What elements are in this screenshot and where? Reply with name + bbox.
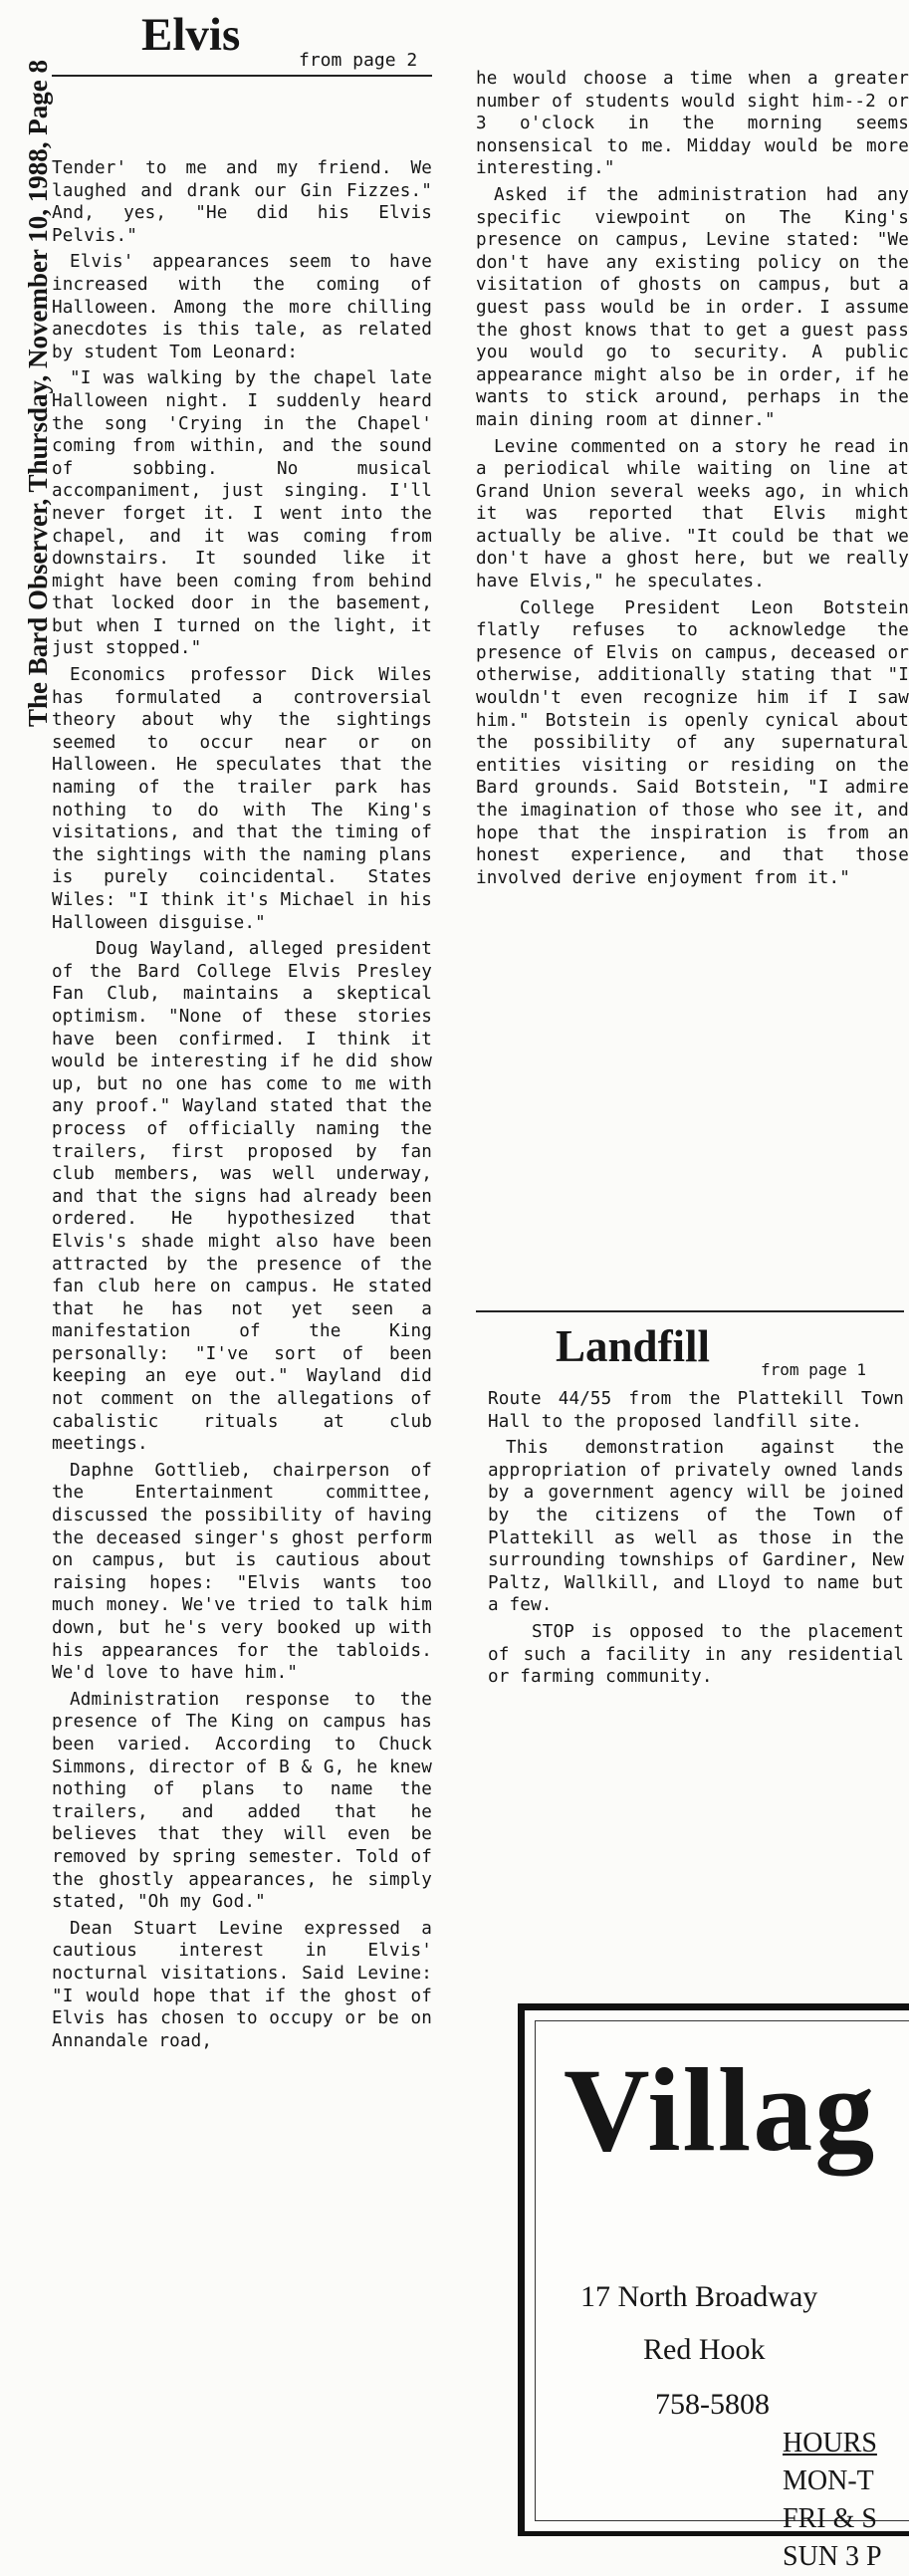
elvis-article-left-column: [52, 0, 432, 2052]
article-divider: [476, 1310, 904, 1312]
elvis-paragraph: Administration response to the presence of The King on campus has been varied. According to Chuck Simmons, director of B & G, he knew nothing of plans to name the trailers, and added that he believes that they will even be removed by spring semester. Told of the ghostly appearances, he simply stated, "Oh my God.": [52, 1689, 432, 1913]
elvis-paragraph: Doug Wayland, alleged president of the Bard College Elvis Presley Fan Club, maintains a skeptical optimism. "None of these stories have been confirmed. I think it would be interesting if he did show up, but no one has come to me with any proof." Wayland stated that the process of officially naming the trailers, first proposed by fan club members, was well underway, and that the signs had already been ordered. He hypothesized that Elvis's shade might also have been attracted by the presence of the fan club here on campus. He stated that he has not yet seen a manifestation of the King personally: "I've sort of been keeping an eye out." Wayland did not comment on the allegations of cabalistic rituals at club meetings.: [52, 939, 432, 1455]
elvis-body-left: [52, 157, 432, 2052]
elvis-paragraph: Asked if the administration had any specific viewpoint on The King's presence on campus, Levine stated: "We don't have any existing policy on the visitation of ghosts on campus, but a guest pass would be in order. I assume the ghost knows that to get a guest pass you would go to security. A public appearance might also be in order, if he wants to stick around, perhaps in the main dining room at dinner.": [476, 184, 909, 430]
elvis-paragraph: Levine commented on a story he read in a periodical while waiting on line at Grand Union several weeks ago, in which it was reported that Elvis might actually be alive. "It could be that we don't have a ghost here, but we really have Elvis," he speculates.: [476, 436, 909, 592]
elvis-paragraph: College President Leon Botstein flatly refuses to acknowledge the presence of Elvis on campus, deceased or otherwise, additionally stating that "I wouldn't even recognize him if I saw him." Botstein is openly cynical about the possibility of any supernatural entities visiting or residing on the Bard grounds. Said Botstein, "I admire the imagination of those who see it, and hope that the inspiration is from an honest experience, and that those involved derive enjoyment from it.": [476, 597, 909, 888]
ad-hours: [783, 2425, 882, 2576]
ad-hours-line: FRI & S: [783, 2503, 877, 2534]
ad-hours-heading: HOURS: [783, 2428, 877, 2459]
ad-phone: 758-5808: [655, 2388, 770, 2421]
ad-store-name: Villag: [564, 2043, 877, 2176]
elvis-paragraph: Daphne Gottlieb, chairperson of the Entertainment committee, discussed the possibility of having the deceased singer's ghost perform on campus, but is cautious about raising hopes: "Elvis wants too much money. We've tried to talk him down, but he's very booked up with his appearances for the tabloids. We'd love to have him.": [52, 1460, 432, 1684]
ad-hours-line: MON-T: [783, 2465, 874, 2496]
ad-address: 17 North Broadway: [580, 2280, 818, 2313]
landfill-title: Landfill: [556, 1321, 711, 1371]
elvis-paragraph: he would choose a time when a greater number of students would sight him--2 or 3 o'clock in the morning seems nonsensical to me. Midday would be more interesting.": [476, 69, 909, 179]
landfill-paragraph: Route 44/55 from the Plattekill Town Hall to the proposed landfill site.: [488, 1389, 904, 1432]
running-head-text: The Bard Observer, Thursday, November 10, 1988, Page 8: [22, 60, 53, 728]
landfill-body: [488, 1388, 904, 1689]
elvis-paragraph: "I was walking by the chapel late Halloween night. I suddenly heard the song 'Crying in the Chapel' coming from within, and the sound of sobbing. No musical accompaniment, just singing. I'll never forget it. I went into the chapel, and it was coming from downstairs. It sounded like it might have been coming from behind that locked door in the basement, but when I turned on the light, it just stopped.": [52, 368, 432, 659]
landfill-article: [488, 1320, 904, 1689]
ad-inner-border: [535, 2020, 909, 2572]
landfill-paragraph: STOP is opposed to the placement of such a facility in any residential or farming community.: [488, 1621, 904, 1688]
ad-hours-line: SUN 3 P: [783, 2541, 882, 2572]
elvis-paragraph: Elvis' appearances seem to have increased with the coming of Halloween. Among the more chilling anecdotes is this tale, as related by student Tom Leonard:: [52, 252, 432, 362]
village-advertisement: [518, 2003, 909, 2572]
right-column: [476, 0, 909, 889]
elvis-paragraph: Tender' to me and my friend. We laughed and drank our Gin Fizzes." And, yes, "He did his Elvis Pelvis.": [52, 158, 432, 246]
elvis-body-right: [476, 68, 909, 889]
elvis-paragraph: Dean Stuart Levine expressed a cautious interest in Elvis' nocturnal visitations. Said Levine: "I would hope that if the ghost of Elvis has chosen to occupy or be on Annandale road,: [52, 1918, 432, 2051]
elvis-title: Elvis: [141, 9, 241, 61]
elvis-paragraph: Economics professor Dick Wiles has formulated a controversial theory about why the sightings seemed to occur near or on Halloween. He speculates that the naming of the trailer park has nothing to do with The King's visitations, and that the timing of the sightings with the naming plans is purely coincidental. States Wiles: "I think it's Michael in his Halloween disguise.": [52, 665, 432, 933]
ad-town: Red Hook: [643, 2333, 766, 2366]
landfill-paragraph: This demonstration against the appropriation of privately owned lands by a government agency will be joined by the citizens of the Town of Plattekill as well as those in the surrounding townships of Gardiner, New Paltz, Wallkill, and Lloyd to name but a few.: [488, 1438, 904, 1616]
elvis-continued-from: from page 2: [299, 50, 418, 71]
elvis-headline: [52, 0, 432, 80]
landfill-headline: [488, 1320, 904, 1380]
landfill-continued-from: from page 1: [761, 1360, 866, 1379]
